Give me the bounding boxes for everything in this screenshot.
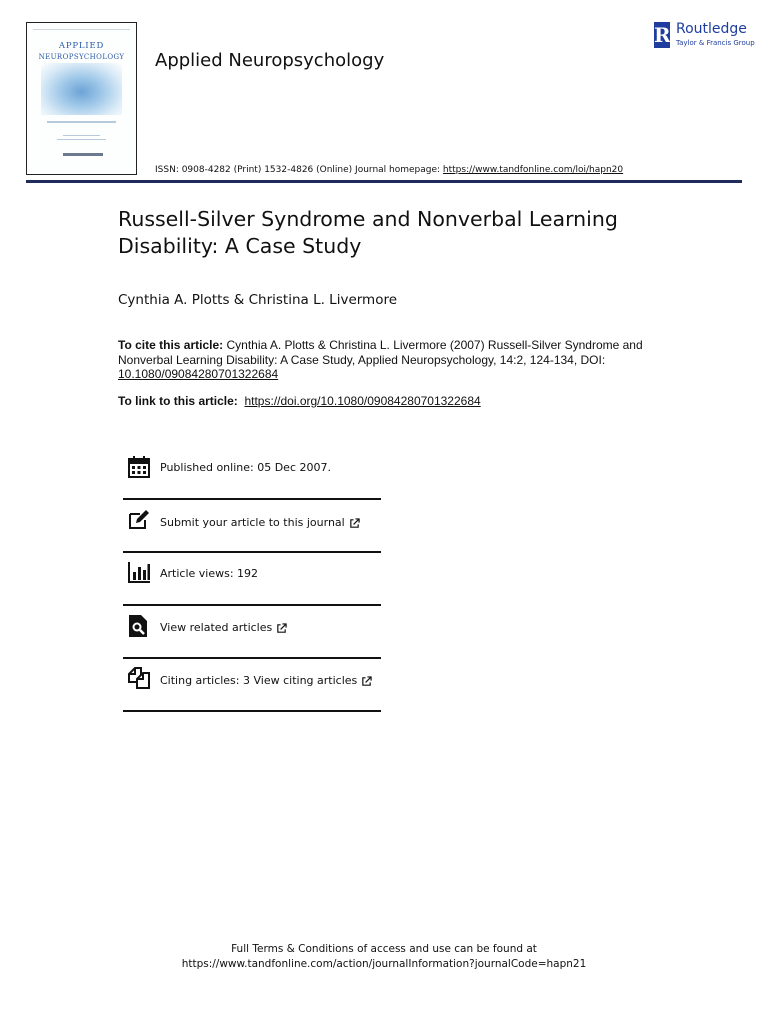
- citing-articles-link[interactable]: [160, 674, 372, 687]
- citing-documents-icon: [127, 666, 151, 690]
- header-divider: [26, 180, 742, 183]
- journal-title: Applied Neuropsychology: [155, 50, 385, 71]
- submit-article-label: Submit your article to this journal: [160, 516, 345, 529]
- link-label: To link to this article:: [118, 394, 238, 408]
- citation-text: Cynthia A. Plotts & Christina L. Livermore (2007) Russell-Silver Syndrome and Nonverbal Learning Disability: A Case Study, Applied Neuropsychology, 14:2, 124-134, DOI:: [118, 338, 643, 367]
- external-link-icon: [276, 623, 287, 634]
- citing-articles-label: Citing articles: 3 View citing articles: [160, 674, 358, 687]
- cover-publisher-logo: [63, 153, 103, 156]
- external-link-icon: [349, 518, 360, 529]
- issn-text: ISSN: 0908-4282 (Print) 1532-4826 (Online) Journal homepage:: [155, 165, 443, 175]
- article-link-line: [118, 394, 481, 408]
- submit-article-row[interactable]: [123, 499, 381, 552]
- citation-block: [118, 338, 648, 382]
- article-views-text: Article views: 192: [160, 567, 259, 580]
- related-articles-label: View related articles: [160, 621, 273, 634]
- footer-terms-url[interactable]: https://www.tandfonline.com/action/journalInformation?journalCode=hapn21: [181, 958, 587, 970]
- journal-homepage-link[interactable]: https://www.tandfonline.com/loi/hapn20: [442, 165, 624, 175]
- cover-artwork: [41, 63, 122, 115]
- external-link-icon: [361, 676, 372, 687]
- published-online-text: Published online: 05 Dec 2007.: [160, 461, 331, 474]
- edit-icon: [127, 508, 151, 532]
- related-articles-link[interactable]: [160, 621, 287, 634]
- calendar-icon: [127, 455, 151, 479]
- submit-article-link[interactable]: [160, 516, 360, 529]
- related-articles-row[interactable]: [123, 605, 381, 658]
- cover-title-line2: NEUROPSYCHOLOGY: [38, 53, 125, 61]
- issn-line: [155, 165, 623, 175]
- footer-terms-text: Full Terms & Conditions of access and use can be found at: [231, 943, 537, 955]
- cover-title-line1: APPLIED: [58, 41, 105, 51]
- article-title: Russell-Silver Syndrome and Nonverbal Learning Disability: A Case Study: [118, 207, 618, 258]
- routledge-logo-icon: R: [654, 23, 671, 47]
- publisher-subtitle: Taylor & Francis Group: [676, 39, 755, 47]
- article-doi-link[interactable]: https://doi.org/10.1080/09084280701322684: [244, 394, 481, 408]
- bar-chart-icon: [127, 560, 151, 584]
- info-divider: [123, 710, 381, 712]
- citation-label: To cite this article:: [118, 338, 224, 352]
- published-online-row: [123, 446, 381, 499]
- citation-doi-link[interactable]: 10.1080/09084280701322684: [118, 367, 279, 381]
- journal-cover-image: [26, 22, 137, 175]
- citing-articles-row[interactable]: [123, 658, 381, 711]
- document-search-icon: [127, 614, 151, 638]
- article-authors: Cynthia A. Plotts & Christina L. Livermore: [118, 292, 398, 308]
- publisher-name: Routledge: [676, 21, 747, 37]
- footer: [0, 942, 768, 972]
- article-views-row: [123, 552, 381, 605]
